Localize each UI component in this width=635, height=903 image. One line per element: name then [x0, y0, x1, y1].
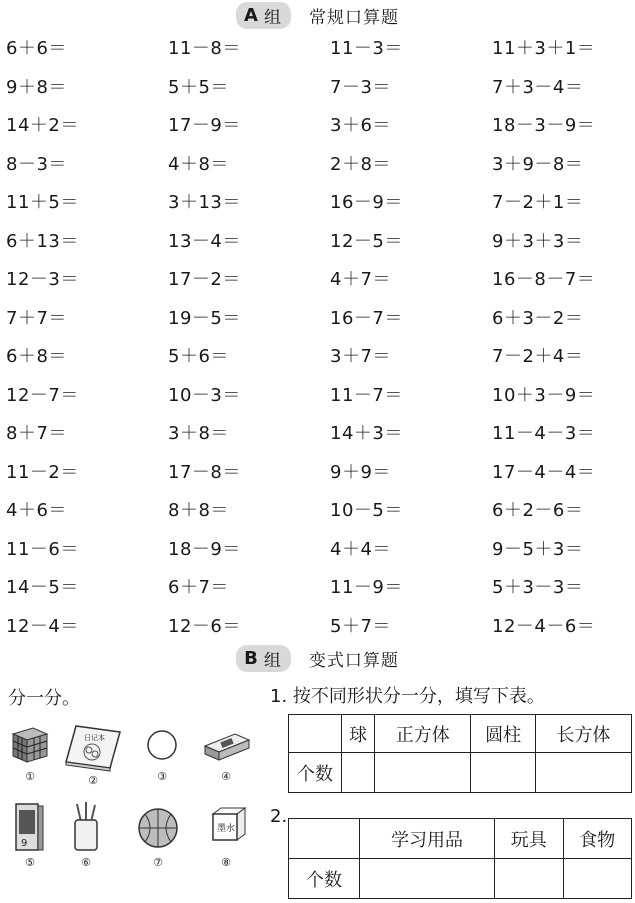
item-notebook — [58, 722, 128, 787]
notebook-icon — [62, 722, 124, 772]
item-book-box — [0, 800, 60, 869]
arithmetic-problem: 5＋6＝ — [168, 346, 229, 367]
arithmetic-problem: 9＋8＝ — [6, 76, 67, 98]
group-b-badge-text: 组 — [263, 650, 281, 671]
ink-box-label: 墨水 — [217, 824, 236, 834]
arithmetic-problem: 12－4－6＝ — [492, 615, 596, 637]
arithmetic-problem: 10－5＝ — [330, 500, 403, 521]
arithmetic-problem: 6＋8＝ — [6, 346, 67, 367]
arithmetic-problem: 17－2＝ — [168, 269, 241, 290]
arithmetic-problem: 7－2＋4＝ — [492, 346, 584, 367]
arithmetic-problem: 9－5＋3＝ — [492, 538, 584, 560]
arithmetic-problem: 7＋7＝ — [6, 307, 67, 329]
shape-table — [288, 714, 632, 793]
group-b-badge — [236, 645, 291, 672]
arithmetic-problem: 17－8＝ — [168, 461, 241, 483]
arithmetic-problem: 11－7＝ — [330, 384, 403, 406]
group-a-title: 常规口算题 — [308, 7, 399, 28]
arithmetic-problem: 5＋3－3＝ — [492, 577, 584, 598]
arithmetic-problem: 7－3＝ — [330, 76, 391, 98]
problem-row — [0, 67, 635, 106]
arithmetic-problem: 13－4＝ — [168, 230, 241, 252]
table2-row-label: 个数 — [289, 859, 360, 899]
svg-text:9: 9 — [21, 838, 28, 849]
problem-grid — [0, 28, 635, 644]
item-number: ② — [88, 774, 98, 787]
table1-header-cube: 正方体 — [375, 715, 471, 753]
problem-row — [0, 452, 635, 491]
problem-row — [0, 298, 635, 337]
table2-header-food: 食物 — [563, 819, 631, 859]
table2-answer-cell[interactable] — [360, 859, 495, 899]
sort-intro: 分一分。 — [8, 688, 80, 709]
problem-row — [0, 105, 635, 144]
table1-answer-cell[interactable] — [535, 753, 631, 793]
arithmetic-problem: 3＋8＝ — [168, 423, 229, 444]
problem-row — [0, 182, 635, 221]
table2-answer-cell[interactable] — [563, 859, 631, 899]
group-a-letter: A — [244, 4, 258, 26]
arithmetic-problem: 2＋8＝ — [330, 153, 391, 175]
problem-row — [0, 336, 635, 375]
arithmetic-problem: 9＋9＝ — [330, 461, 391, 483]
problem-row — [0, 144, 635, 183]
arithmetic-problem: 17－9＝ — [168, 115, 241, 136]
arithmetic-problem: 8＋8＝ — [168, 500, 229, 521]
table1-answer-cell[interactable] — [375, 753, 471, 793]
problem-row — [0, 490, 635, 529]
problem-row — [0, 28, 635, 67]
item-number: ③ — [157, 770, 167, 783]
arithmetic-problem: 11－8＝ — [168, 38, 241, 59]
ink-box-icon — [199, 800, 253, 854]
arithmetic-problem: 16－9＝ — [330, 192, 403, 213]
arithmetic-problem: 18－9＝ — [168, 538, 241, 560]
item-number: ④ — [221, 770, 231, 783]
arithmetic-problem: 12－5＝ — [330, 230, 403, 252]
arithmetic-problem: 4＋4＝ — [330, 538, 391, 560]
arithmetic-problem: 14＋3＝ — [330, 423, 403, 444]
table1-header-ball: 球 — [342, 715, 375, 753]
arithmetic-problem: 6＋3－2＝ — [492, 307, 584, 329]
item-eraser — [196, 722, 256, 783]
problem-row — [0, 413, 635, 452]
arithmetic-problem: 12－3＝ — [6, 269, 79, 290]
table1-header-cuboid: 长方体 — [535, 715, 631, 753]
item-basketball — [128, 800, 188, 869]
table1-header-cylinder: 圆柱 — [471, 715, 536, 753]
question-1: 1. 按不同形状分一分，填写下表。 — [270, 686, 545, 707]
item-number: ⑤ — [25, 856, 35, 869]
eraser-icon — [199, 722, 253, 768]
arithmetic-problem: 17－4－4＝ — [492, 461, 596, 483]
table1-answer-cell[interactable] — [471, 753, 536, 793]
arithmetic-problem: 19－5＝ — [168, 307, 241, 329]
group-b-letter: B — [244, 647, 258, 669]
arithmetic-problem: 4＋7＝ — [330, 269, 391, 290]
arithmetic-problem: 3＋6＝ — [330, 115, 391, 136]
arithmetic-problem: 7＋3－4＝ — [492, 76, 584, 98]
item-number: ① — [25, 770, 35, 783]
arithmetic-problem: 6＋13＝ — [6, 230, 79, 252]
table1-answer-cell[interactable] — [342, 753, 375, 793]
arithmetic-problem: 8－3＝ — [6, 153, 67, 175]
ball-icon — [139, 722, 185, 768]
table1-row-label: 个数 — [289, 753, 342, 793]
arithmetic-problem: 6＋6＝ — [6, 38, 67, 59]
table2-header-toys: 玩具 — [495, 819, 563, 859]
category-table — [288, 818, 632, 899]
arithmetic-problem: 12－7＝ — [6, 384, 79, 406]
arithmetic-problem: 11＋5＝ — [6, 192, 79, 213]
item-number: ⑧ — [221, 856, 231, 869]
problem-row — [0, 375, 635, 414]
group-a-badge-text: 组 — [263, 7, 281, 28]
book-box-icon — [10, 800, 50, 854]
table2-answer-cell[interactable] — [495, 859, 563, 899]
arithmetic-problem: 16－7＝ — [330, 307, 403, 329]
item-ball — [132, 722, 192, 783]
item-rubiks-cube — [0, 722, 60, 783]
arithmetic-problem: 5＋5＝ — [168, 76, 229, 98]
group-a-header — [0, 2, 635, 28]
item-number: ⑥ — [81, 856, 91, 869]
arithmetic-problem: 14＋2＝ — [6, 115, 79, 136]
arithmetic-problem: 11－2＝ — [6, 461, 79, 483]
arithmetic-problem: 12－6＝ — [168, 615, 241, 637]
group-b-title: 变式口算题 — [308, 650, 399, 671]
arithmetic-problem: 10＋3－9＝ — [492, 384, 596, 406]
arithmetic-problem: 11－3＝ — [330, 38, 403, 59]
arithmetic-problem: 18－3－9＝ — [492, 115, 596, 136]
arithmetic-problem: 5＋7＝ — [330, 615, 391, 637]
basketball-icon — [133, 800, 183, 854]
arithmetic-problem: 3＋9－8＝ — [492, 153, 584, 175]
arithmetic-problem: 6＋2－6＝ — [492, 500, 584, 521]
arithmetic-problem: 10－3＝ — [168, 384, 241, 406]
table2-header-empty — [289, 819, 360, 859]
arithmetic-problem: 16－8－7＝ — [492, 269, 596, 290]
rubiks-cube-icon — [7, 722, 53, 768]
arithmetic-problem: 4＋8＝ — [168, 153, 229, 175]
arithmetic-problem: 9＋3＋3＝ — [492, 230, 584, 252]
arithmetic-problem: 6＋7＝ — [168, 577, 229, 598]
arithmetic-problem: 7－2＋1＝ — [492, 192, 584, 213]
group-b-header — [0, 645, 635, 671]
problem-row — [0, 529, 635, 568]
notebook-label: 日记本 — [84, 734, 105, 742]
table1-header-empty — [289, 715, 342, 753]
problem-row — [0, 567, 635, 606]
arithmetic-problem: 11－9＝ — [330, 577, 403, 598]
problem-row — [0, 259, 635, 298]
arithmetic-problem: 3＋7＝ — [330, 346, 391, 367]
arithmetic-problem: 14－5＝ — [6, 577, 79, 598]
item-number: ⑦ — [153, 856, 163, 869]
arithmetic-problem: 4＋6＝ — [6, 500, 67, 521]
arithmetic-problem: 8＋7＝ — [6, 423, 67, 444]
item-pencil-cup — [56, 800, 116, 869]
group-a-badge — [236, 2, 291, 29]
table2-header-school-supplies: 学习用品 — [360, 819, 495, 859]
arithmetic-problem: 11－4－3＝ — [492, 423, 596, 444]
arithmetic-problem: 11＋3＋1＝ — [492, 38, 596, 59]
question-2: 2. — [270, 806, 288, 827]
arithmetic-problem: 12－4＝ — [6, 615, 79, 637]
pencil-cup-icon — [63, 800, 109, 854]
arithmetic-problem: 3＋13＝ — [168, 192, 241, 213]
item-ink-box — [196, 800, 256, 869]
problem-row — [0, 221, 635, 260]
problem-row — [0, 606, 635, 645]
arithmetic-problem: 11－6＝ — [6, 538, 79, 560]
